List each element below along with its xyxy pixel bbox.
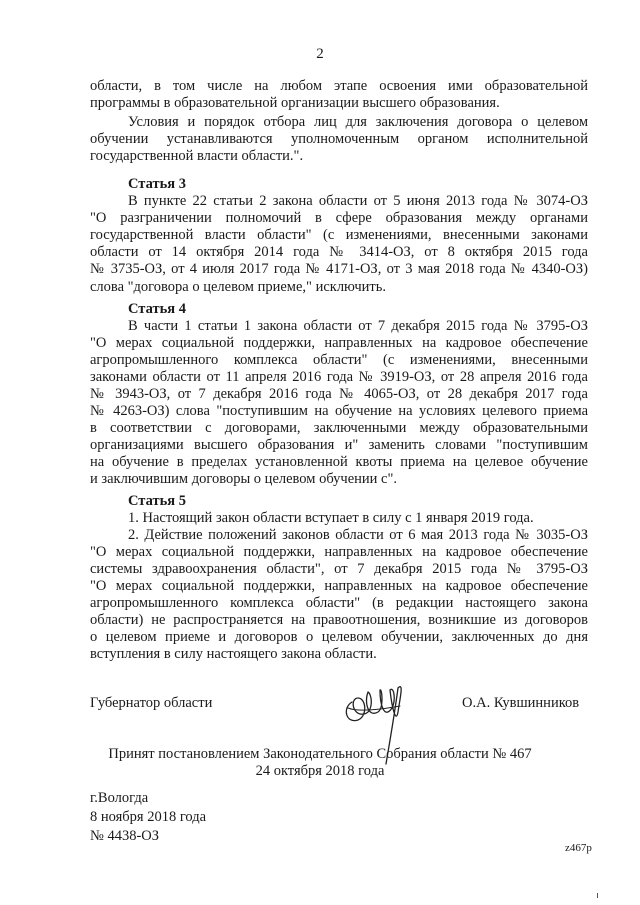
signatory-position: Губернатор области <box>90 695 213 711</box>
scan-mark <box>597 893 598 898</box>
text-line: слова "договора о целевом приеме," исключить. <box>90 279 386 295</box>
text-line: "О мерах социальной поддержки, направленных на кадровое обеспечение <box>90 578 588 594</box>
document-code: z467р <box>565 842 592 854</box>
text-line: системы здравоохранения области", от 7 декабря 2015 года № 3795-ОЗ <box>90 561 588 577</box>
text-line: 2. Действие положений законов области от 6 мая 2013 года № 3035-ОЗ <box>128 527 588 543</box>
footer-city: г.Вологда <box>90 790 149 806</box>
adopted-line: Принят постановлением Законодательного Собрания области № 467 <box>108 746 532 762</box>
text-line: государственной власти области.". <box>90 148 304 164</box>
text-line: "О мерах социальной поддержки, направленных на кадровое обеспечение <box>90 544 588 560</box>
text-line: № 4263-ОЗ) слова "поступившим на обучение на условиях целевого приема <box>90 403 588 419</box>
text-line: вступления в силу настоящего закона области. <box>90 646 377 662</box>
text-line: агропромышленного комплекса области" (в редакции настоящего закона <box>90 595 588 611</box>
footer-date: 8 ноября 2018 года <box>90 809 207 825</box>
page-number: 2 <box>316 46 324 62</box>
text-line: и заключившим договоры о целевом обучении с". <box>90 471 398 487</box>
adopted-date: 24 октября 2018 года <box>255 763 385 779</box>
text-line: № 3735-ОЗ, от 4 июля 2017 года № 4171-ОЗ, от 3 мая 2018 года № 4340-ОЗ) <box>90 261 588 277</box>
article-4-heading: Статья 4 <box>128 301 186 317</box>
text-line: обучении устанавливаются уполномоченным органом исполнительной <box>90 131 588 147</box>
text-line: в соответствии с договорами, заключенными между образовательными <box>90 420 588 436</box>
text-line: Условия и порядок отбора лиц для заключения договора о целевом <box>128 114 588 130</box>
text-line: 1. Настоящий закон области вступает в силу с 1 января 2019 года. <box>128 510 534 526</box>
text-line: области) не распространяется на правоотношения, возникшие из договоров <box>90 612 588 628</box>
text-line: В части 1 статьи 1 закона области от 7 декабря 2015 года № 3795-ОЗ <box>128 318 588 334</box>
text-line: организациями высшего образования и" заменить словами "поступившим <box>90 437 588 453</box>
text-line: "О мерах социальной поддержки, направленных на кадровое обеспечение <box>90 335 588 351</box>
text-line: № 3943-ОЗ, от 7 декабря 2016 года № 4065-ОЗ, от 28 декабря 2017 года <box>90 386 588 402</box>
text-line: на обучение в пределах установленной квоты приема на целевое обучение <box>90 454 588 470</box>
text-line: государственной власти области" (с изменениями, внесенными законами <box>90 227 588 243</box>
article-3-heading: Статья 3 <box>128 176 186 192</box>
text-line: области от 14 октября 2014 года № 3414-ОЗ, от 8 октября 2015 года <box>90 244 588 260</box>
text-line: "О разграничении полномочий в сфере образования между органами <box>90 210 588 226</box>
signatory-name: О.А. Кувшинников <box>462 695 580 711</box>
article-5-heading: Статья 5 <box>128 493 186 509</box>
text-line: законами области от 11 апреля 2016 года № 3919-ОЗ, от 28 апреля 2016 года <box>90 369 588 385</box>
text-line: программы в образовательной организации высшего образования. <box>90 95 500 111</box>
text-line: В пункте 22 статьи 2 закона области от 5 июня 2013 года № 3074-ОЗ <box>128 193 588 209</box>
text-line: о целевом приеме и договоров о целевом обучении, заключенных до дня <box>90 629 588 645</box>
footer-number: № 4438-ОЗ <box>90 828 160 844</box>
text-line: агропромышленного комплекса области" (с изменениями, внесенными <box>90 352 588 368</box>
text-line: области, в том числе на любом этапе освоения ими образовательной <box>90 78 588 94</box>
